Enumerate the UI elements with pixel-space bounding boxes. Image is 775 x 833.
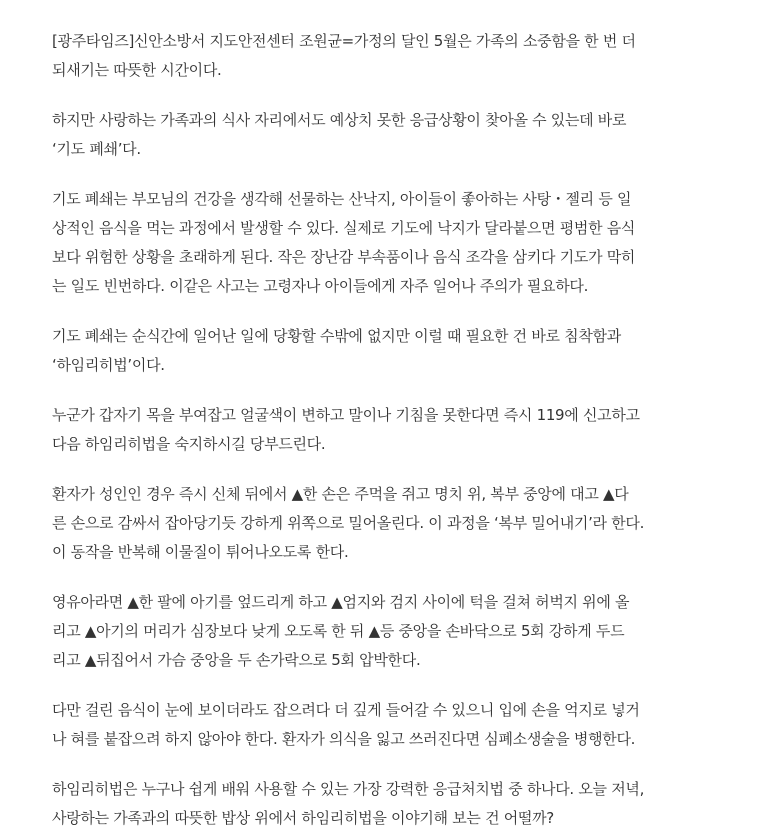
paragraph-causes: 기도 폐쇄는 부모님의 건강을 생각해 선물하는 산낙지, 아이들이 좋아하는 사탕・젤리 등 일 상적인 음식을 먹는 과정에서 발생할 수 있다. 실제로 기도에 낙지가 달라붙으면 평범한 음식 보다 위험한 상황을 초래하게 된다. 작은 장난감 부속품이나 음식 조각을 삼키다 기도가 막히 는 일도 빈번하다. 이같은 사고는 고령자나 아이들에게 자주 일어나 주의가 필요하다.: [52, 190, 636, 295]
paragraph-adult-procedure: 환자가 성인인 경우 즉시 신체 뒤에서 ▲한 손은 주먹을 쥐고 명치 위, 복부 중앙에 대고 ▲다 른 손으로 감싸서 잡아당기듯 강하게 위쪽으로 밀어올린다. 이 과정을 ‘복부 밀어내기’라 한다. 이 동작을 반복해 이물질이 튀어나오도록 한다.: [52, 485, 645, 561]
article-body: [52, 0, 732, 833]
paragraph-closing: 하임리히법은 누구나 쉽게 배워 사용할 수 있는 가장 강력한 응급처치법 중 하나다. 오늘 저녁, 사랑하는 가족과의 따뜻한 밥상 위에서 하임리히법을 이야기해 보는 건 어떨까?: [52, 780, 645, 827]
paragraph-airway-obstruction: 하지만 사랑하는 가족과의 식사 자리에서도 예상치 못한 응급상황이 찾아올 수 있는데 바로 ‘기도 폐쇄’다.: [52, 111, 627, 158]
paragraph-heimlich-needed: 기도 폐쇄는 순식간에 일어난 일에 당황할 수밖에 없지만 이럴 때 필요한 건 바로 침착함과 ‘하임리히법’이다.: [52, 327, 621, 374]
paragraph-call-119: 누군가 갑자기 목을 부여잡고 얼굴색이 변하고 말이나 기침을 못한다면 즉시 119에 신고하고 다음 하임리히법을 숙지하시길 당부드린다.: [52, 406, 640, 453]
paragraph-infant-procedure: 영유아라면 ▲한 팔에 아기를 엎드리게 하고 ▲엄지와 검지 사이에 턱을 걸쳐 허벅지 위에 올 리고 ▲아기의 머리가 심장보다 낮게 오도록 한 뒤 ▲등 중앙을 손바닥으로 5회 강하게 두드 리고 ▲뒤집어서 가슴 중앙을 두 손가락으로 5회 압박한다.: [52, 593, 630, 669]
paragraph-caution: 다만 걸린 음식이 눈에 보이더라도 잡으려다 더 깊게 들어갈 수 있으니 입에 손을 억지로 넣거 나 혀를 붙잡으려 하지 않아야 한다. 환자가 의식을 잃고 쓰러진다면 심폐소생술을 병행한다.: [52, 701, 640, 748]
paragraph-intro: [광주타임즈]신안소방서 지도안전센터 조원균=가정의 달인 5월은 가족의 소중함을 한 번 더 되새기는 따뜻한 시간이다.: [52, 32, 636, 79]
